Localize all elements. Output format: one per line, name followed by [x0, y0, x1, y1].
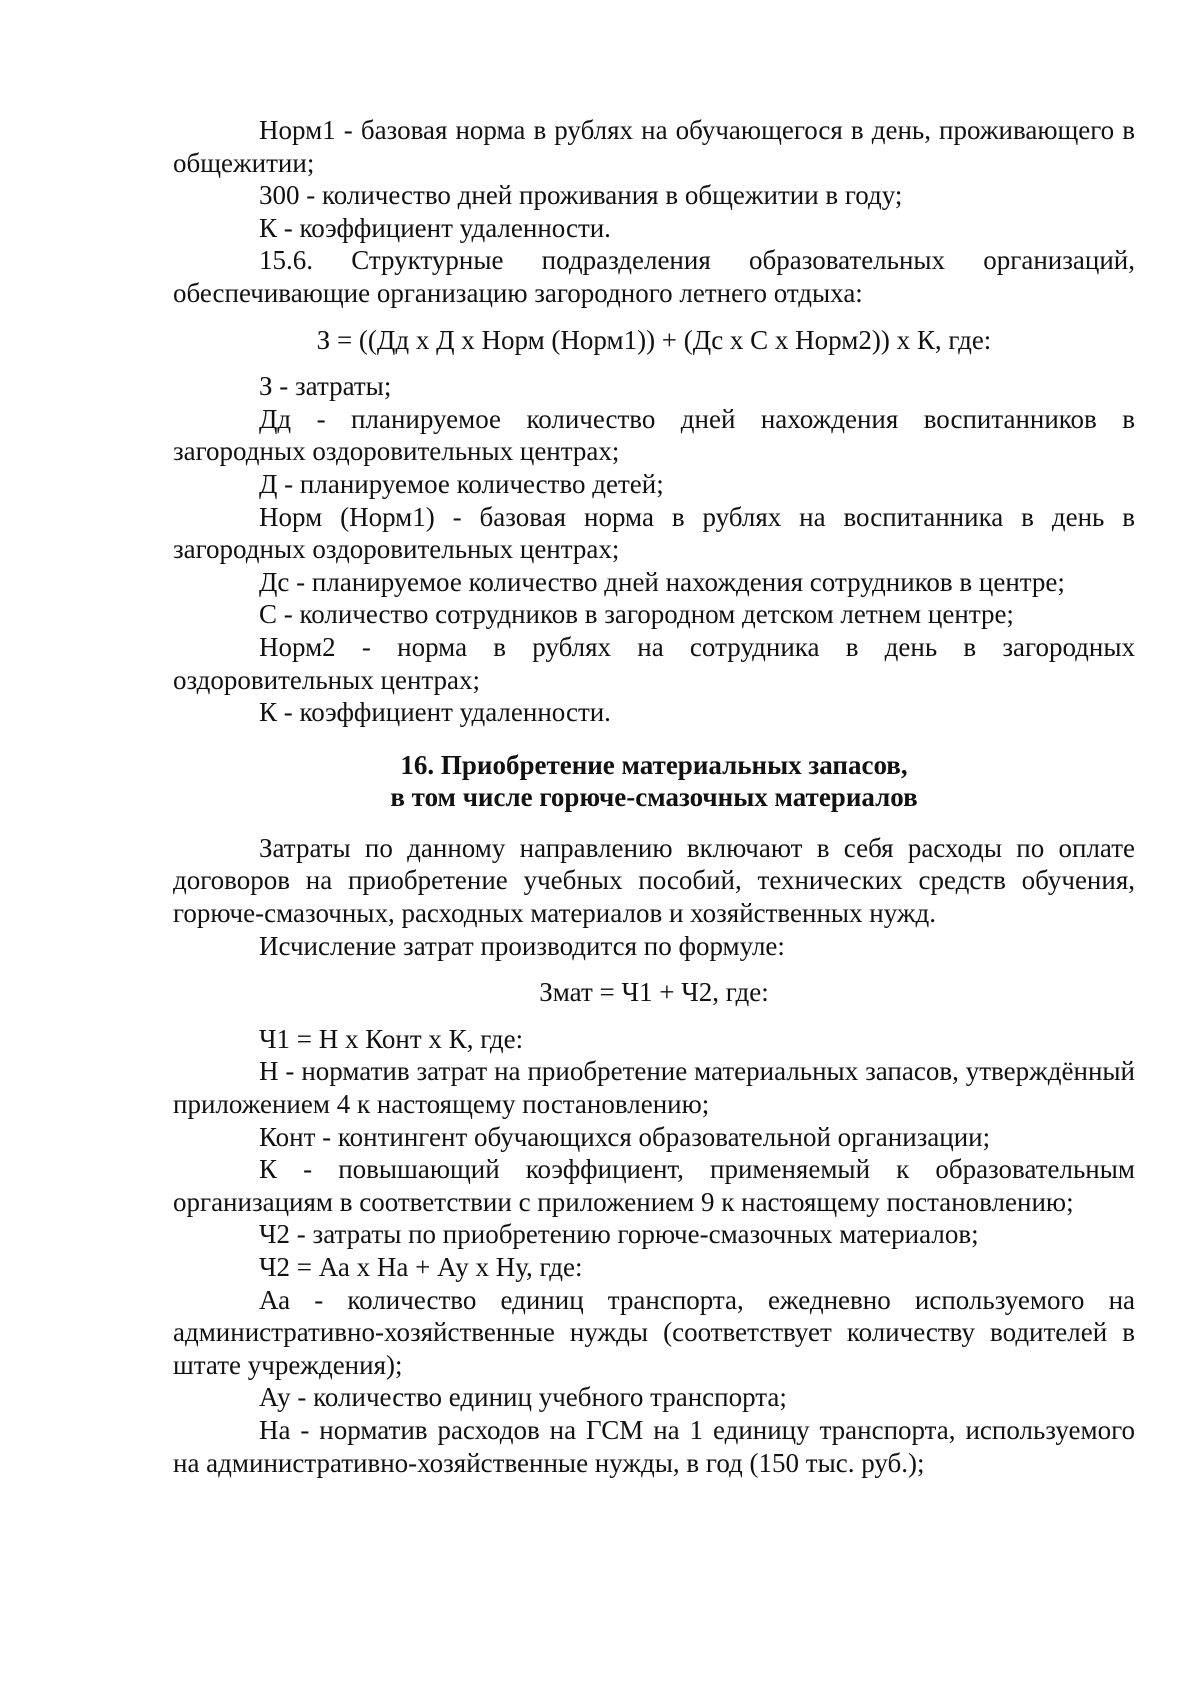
section-heading-line2: в том числе горюче-смазочных материалов: [390, 782, 918, 813]
paragraph-d-children: Д - планируемое количество детей;: [259, 468, 664, 499]
paragraph-ay-transport: Ау - количество единиц учебного транспорта;: [259, 1382, 787, 1413]
paragraph-norm1-definition: Норм1 - базовая норма в рублях на обучающегося в день, проживающего в общежитии;: [173, 115, 1135, 178]
section-heading-line1: 16. Приобретение материальных запасов,: [400, 749, 908, 780]
paragraph-k-remoteness: К - коэффициент удаленности.: [259, 212, 611, 243]
formula-zmat: Змат = Ч1 + Ч2, где:: [539, 977, 769, 1008]
paragraph-k-increasing: К - повышающий коэффициент, применяемый к образовательным организациям в соответствии с приложением 9 к настоящему постановлению;: [173, 1154, 1135, 1217]
paragraph-15-6: 15.6. Структурные подразделения образовательных организаций, обеспечивающие организацию загородного летнего отдыха:: [173, 245, 1135, 308]
paragraph-dd-days: Дд - планируемое количество дней нахождения воспитанников в загородных оздоровительных центрах;: [173, 403, 1135, 467]
paragraph-z-costs: З - затраты;: [259, 371, 392, 402]
paragraph-costs-description: Затраты по данному направлению включают в себя расходы по оплате договоров на приобретение учебных пособий, технических средств обучения, горюче-смазочных, расходных материалов и хозяйственных нужд.: [173, 832, 1135, 929]
document-page: [173, 114, 1135, 1479]
paragraph-ch2-costs: Ч2 - затраты по приобретению горюче-смазочных материалов;: [259, 1219, 979, 1250]
paragraph-norm2-staff: Норм2 - норма в рублях на сотрудника в день в загородных оздоровительных центрах;: [173, 631, 1135, 695]
paragraph-ch1-formula: Ч1 = Н х Конт х К, где:: [259, 1023, 524, 1054]
paragraph-k-remoteness-2: К - коэффициент удаленности.: [259, 697, 611, 728]
paragraph-na-norm: На - норматив расходов на ГСМ на 1 единицу транспорта, используемого на административно-хозяйственные нужды, в год (150 тыс. руб.);: [173, 1414, 1135, 1478]
paragraph-ch2-formula: Ч2 = Аа х На + Ау х Ну, где:: [259, 1252, 583, 1282]
paragraph-days-300: 300 - количество дней проживания в общежитии в году;: [259, 180, 903, 211]
paragraph-c-staff: С - количество сотрудников в загородном детском летнем центре;: [259, 599, 1014, 630]
formula-summer-rest: З = ((Дд х Д х Норм (Норм1)) + (Дс х С х Норм2)) х К, где:: [316, 324, 992, 355]
paragraph-norm-pupil: Норм (Норм1) - базовая норма в рублях на воспитанника в день в загородных оздоровительных центрах;: [173, 501, 1135, 565]
paragraph-aa-transport: Аа - количество единиц транспорта, ежедневно используемого на административно-хозяйственные нужды (соответствует количеству водителей в штате учреждения);: [173, 1284, 1135, 1380]
paragraph-n-norm: Н - норматив затрат на приобретение материальных запасов, утверждённый приложением 4 к настоящему постановлению;: [173, 1056, 1135, 1120]
paragraph-calculation-intro: Исчисление затрат производится по формуле:: [259, 930, 785, 961]
paragraph-kont: Конт - контингент обучающихся образовательной организации;: [259, 1121, 991, 1152]
section-heading-16: [173, 749, 1135, 814]
paragraph-ds-days: Дс - планируемое количество дней нахождения сотрудников в центре;: [259, 566, 1065, 597]
